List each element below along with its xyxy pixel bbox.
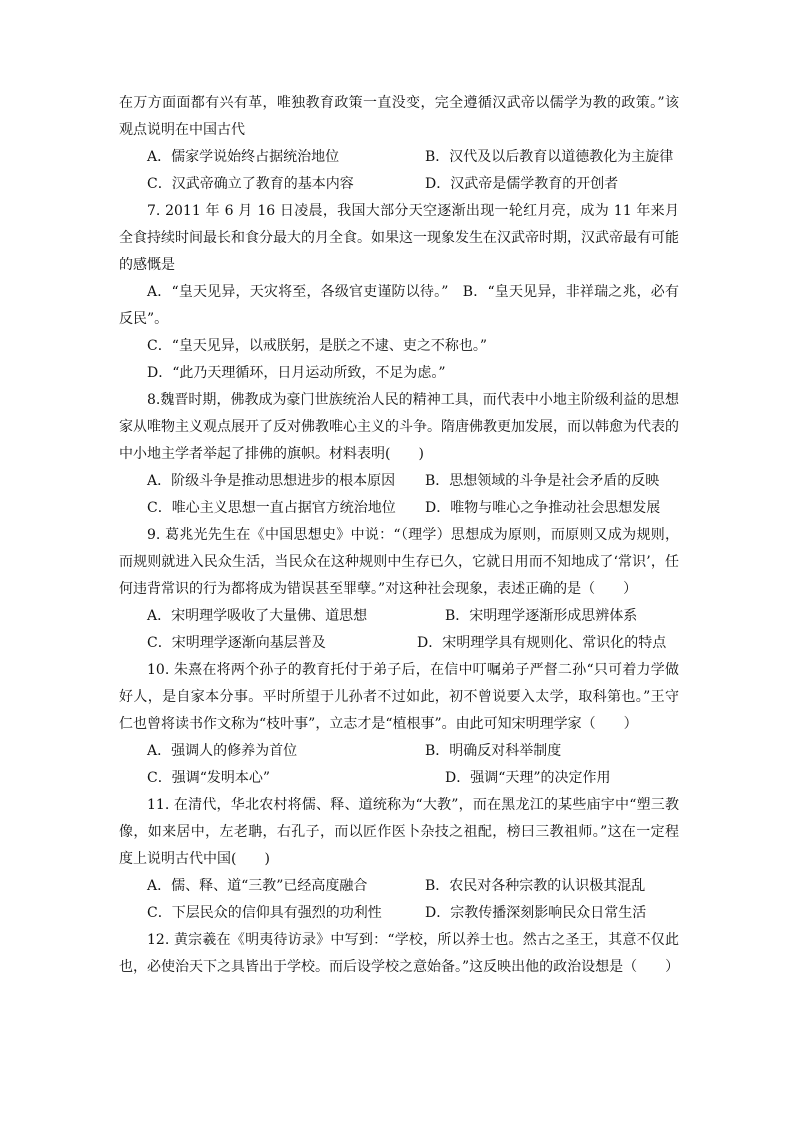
page-content <box>119 90 679 981</box>
q6-option-c[interactable]: C．汉武帝确立了教育的基本内容 <box>147 176 354 192</box>
q6-option-a[interactable]: A．儒家学说始终占据统治地位 <box>147 149 340 165</box>
q12-stem: 12. 黄宗羲在《明夷待访录》中写到：“学校，所以养士也。然古之圣王，其意不仅此也，必使治天下之具皆出于学校。而后设学校之意始备。”这反映出他的政治设想是（ ） <box>119 932 680 975</box>
q11-option-d[interactable]: D．宗教传播深刻影响民众日常生活 <box>425 905 647 921</box>
q10-option-b[interactable]: B．明确反对科举制度 <box>425 743 562 759</box>
q6-option-b[interactable]: B．汉代及以后教育以道德教化为主旋律 <box>425 149 674 165</box>
q8-options-row-1 <box>119 468 679 495</box>
q10-options-row-2 <box>119 765 679 792</box>
q8-stem: 8.魏晋时期，佛教成为豪门世族统治人民的精神工具，而代表中小地主阶级利益的思想家从唯物主义观点展开了反对佛教唯心主义的斗争。隋唐佛教更加发展，而以韩愈为代表的中小地主学者举起了排佛的旗帜。材料表明( ) <box>119 392 679 462</box>
q11-options-row-1 <box>119 873 679 900</box>
q11-option-a[interactable]: A．儒、释、道“三教”已经高度融合 <box>147 878 368 894</box>
q10-option-d[interactable]: D．强调“天理”的决定作用 <box>445 770 611 786</box>
q8-option-c[interactable]: C．唯心主义思想一直占据官方统治地位 <box>147 500 396 516</box>
q9-stem: 9. 葛兆光先生在《中国思想史》中说：“（理学）思想成为原则，而原则又成为规则，而规则就进入民众生活，当民众在这种规则中生存已久，它就日用而不知地成了‘常识’，任何违背常识的行为都将成为错误甚至罪孽。”对这种社会现象，表述正确的是（ ） <box>119 527 679 597</box>
q9-option-a[interactable]: A．宋明理学吸收了大量佛、道思想 <box>147 608 368 624</box>
q7-option-d[interactable]: D．“此乃天理循环，日月运动所致，不足为虑。” <box>147 365 446 381</box>
q6-stem-continuation: 在万方面面都有兴有革，唯独教育政策一直没变，完全遵循汉武帝以儒学为教的政策。”该观点说明在中国古代 <box>119 95 679 138</box>
q11-stem: 11. 在清代，华北农村将儒、释、道统称为“大教”，而在黑龙江的某些庙宇中“塑三教像，如来居中，左老聃，右孔子，而以匠作医卜杂技之祖配，榜曰三教祖师。”这在一定程度上说明古代中国( ) <box>119 797 679 867</box>
q8-option-b[interactable]: B．思想领域的斗争是社会矛盾的反映 <box>425 473 660 489</box>
q6-option-d[interactable]: D．汉武帝是儒学教育的开创者 <box>425 176 619 192</box>
q7-option-c[interactable]: C．“皇天见异，以戒朕躬，是朕之不逮、吏之不称也。” <box>147 338 488 354</box>
q10-option-c[interactable]: C．强调“发明本心” <box>147 770 271 786</box>
q9-option-b[interactable]: B．宋明理学逐渐形成思辨体系 <box>445 608 638 624</box>
q7-options-a-b[interactable]: A．“皇天见异，天灾将至，各级官吏谨防以待。” B．“皇天见异，非祥瑞之兆，必有反民”。 <box>119 284 679 327</box>
q9-option-c[interactable]: C．宋明理学逐渐向基层普及 <box>147 635 326 651</box>
q10-stem: 10. 朱熹在将两个孙子的教育托付于弟子后，在信中叮嘱弟子严督二孙“只可着力学做好人，是自家本分事。平时所望于儿孙者不过如此，初不曾说要入太学，取科第也。”王守仁也曾将读书作文称为“枝叶事”，立志才是“植根事”。由此可知宋明理学家（ ） <box>119 662 679 732</box>
q10-option-a[interactable]: A．强调人的修养为首位 <box>147 743 298 759</box>
q11-option-b[interactable]: B．农民对各种宗教的认识极其混乱 <box>425 878 646 894</box>
q7-stem: 7. 2011 年 6 月 16 日凌晨，我国大部分天空逐渐出现一轮红月亮，成为 11 年来月全食持续时间最长和食分最大的月全食。如果这一现象发生在汉武帝时期，汉武帝最有可能的感慨是 <box>119 203 679 273</box>
q8-options-row-2 <box>119 495 679 522</box>
q11-option-c[interactable]: C．下层民众的信仰具有强烈的功利性 <box>147 905 382 921</box>
q9-option-d[interactable]: D．宋明理学具有规则化、常识化的特点 <box>417 635 667 651</box>
q10-options-row-1 <box>119 738 679 765</box>
q8-option-d[interactable]: D．唯物与唯心之争推动社会思想发展 <box>425 500 661 516</box>
q6-options-row-2 <box>119 171 679 198</box>
q9-options-c-d[interactable] <box>119 630 679 657</box>
q6-options-row-1 <box>119 144 679 171</box>
q11-options-row-2 <box>119 900 679 927</box>
q9-options-row-1 <box>119 603 679 630</box>
q8-option-a[interactable]: A．阶级斗争是推动思想进步的根本原因 <box>147 473 396 489</box>
